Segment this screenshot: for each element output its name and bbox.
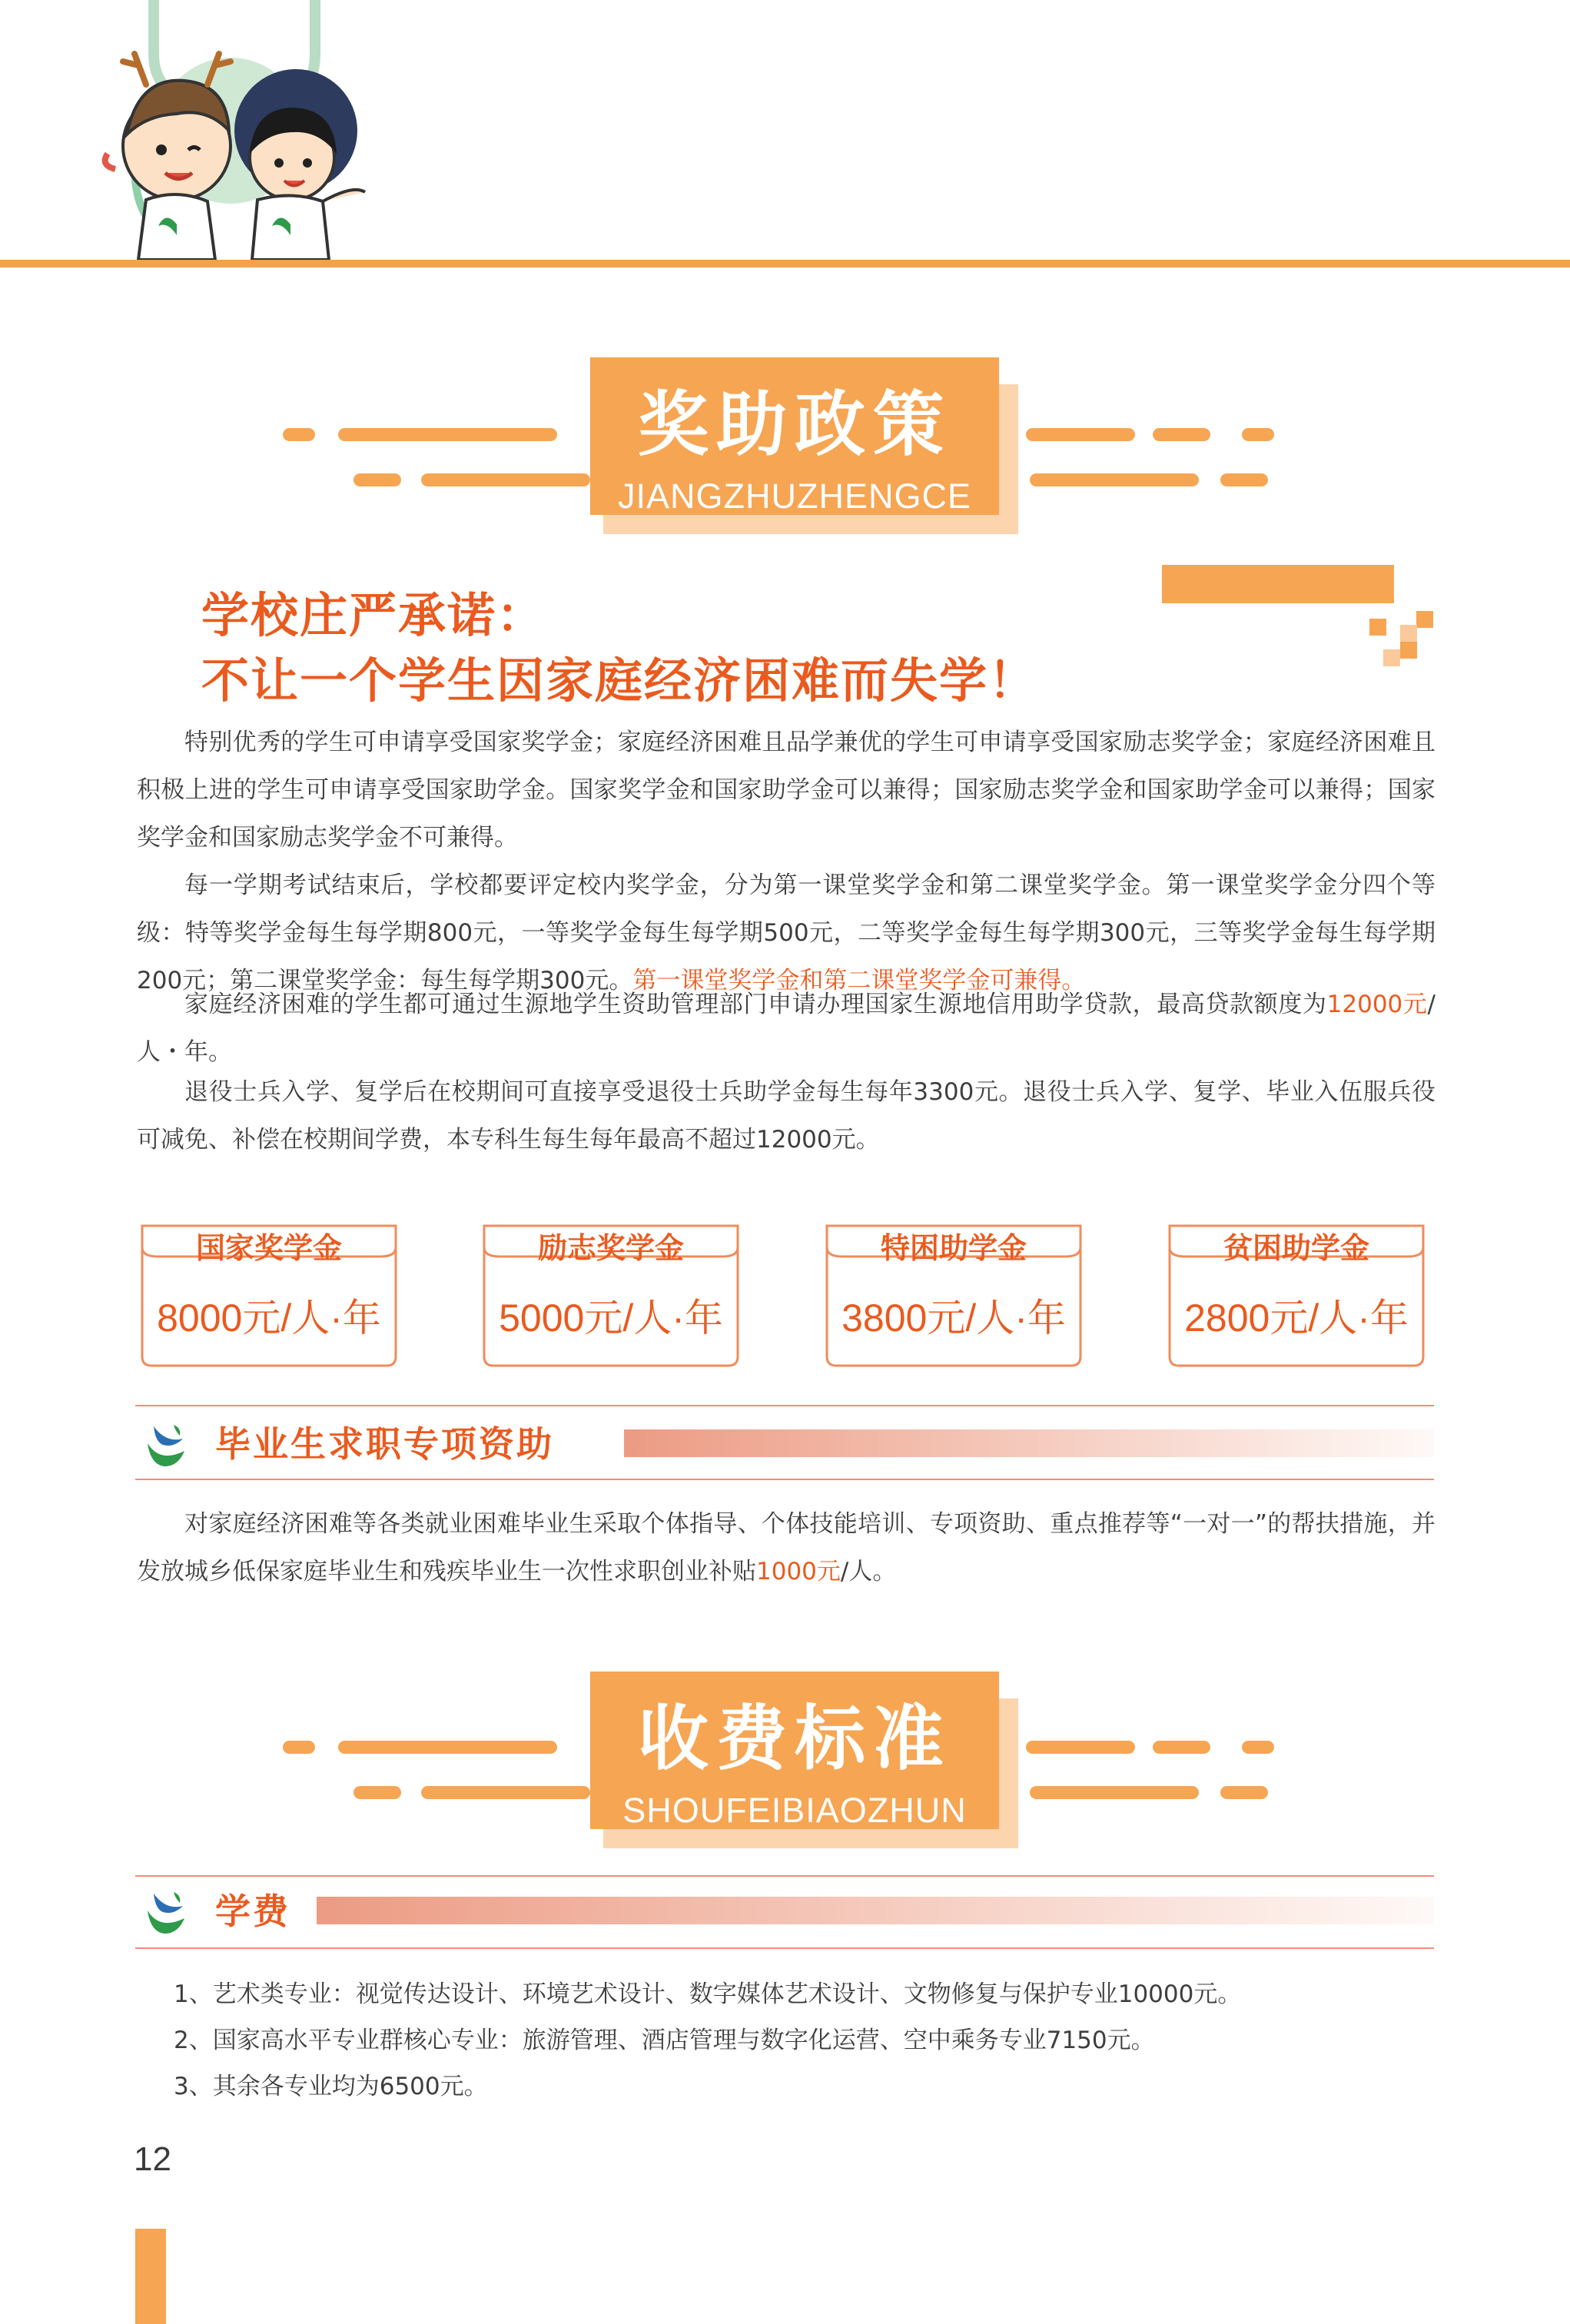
card-title: 贫困助学金 bbox=[1223, 1231, 1369, 1265]
decor-square bbox=[1400, 625, 1417, 642]
top-divider bbox=[0, 260, 1570, 267]
paragraph-text: 家庭经济困难的学生都可通过生源地学生资助管理部门申请办理国家生源地信用助学贷款，最高贷款额度为 bbox=[184, 991, 1327, 1018]
card-title: 励志奖学金 bbox=[537, 1231, 684, 1265]
card-value: 8000元/人·年 bbox=[157, 1296, 381, 1340]
card-value: 5000元/人·年 bbox=[499, 1296, 723, 1340]
paragraph-loan bbox=[137, 981, 1436, 1076]
award-card bbox=[134, 1218, 403, 1367]
decor-square bbox=[1416, 611, 1433, 628]
rule bbox=[135, 1875, 1434, 1877]
headline-line1: 学校庄严承诺： bbox=[201, 587, 546, 643]
highlight-text: 第一课堂奖学金和第二课堂奖学金可兼得。 bbox=[632, 967, 1086, 994]
headline-line2: 不让一个学生因家庭经济困难而失学！ bbox=[201, 652, 1038, 709]
paragraph-text: /人・年。 bbox=[137, 991, 1436, 1066]
gradient-bar bbox=[624, 1429, 1434, 1457]
paragraph-text: 对家庭经济困难等各类就业困难毕业生采取个体指导、个体技能培训、专项资助、重点推荐等“一对一”的帮扶措施，并发放城乡低保家庭毕业生和残疾毕业生一次性求职创业补贴 bbox=[137, 1510, 1436, 1585]
paragraph-veteran: 退役士兵入学、复学后在校期间可直接享受退役士兵助学金每生每年3300元。退役士兵入学、复学、毕业入伍服兵役可减免、补偿在校期间学费，本专科生每生每年最高不超过12000元。 bbox=[137, 1078, 1436, 1154]
highlight-amount: 1000元 bbox=[756, 1558, 841, 1585]
rule bbox=[135, 1405, 1434, 1406]
highlight-amount: 12000元 bbox=[1326, 991, 1428, 1018]
award-card bbox=[819, 1218, 1088, 1367]
tuition-item: 3、其余各专业均为6500元。 bbox=[174, 2073, 488, 2100]
paragraph-text: 每一学期考试结束后，学校都要评定校内奖学金，分为第一课堂奖学金和第二课堂奖学金。第一课堂奖学金分四个等级：特等奖学金每生每学期800元，一等奖学金每生每学期500元，二等奖学金每生每学期300元，三等奖学金每生每学期200元；第二课堂奖学金：每生每学期300元。 bbox=[137, 872, 1436, 994]
school-logo-icon bbox=[143, 1420, 194, 1471]
section-title-en: JIANGZHUZHENGCE bbox=[617, 476, 971, 516]
decor-bar bbox=[1162, 565, 1394, 603]
paragraph-scholarship: 特别优秀的学生可申请享受国家奖学金；家庭经济困难且品学兼优的学生可申请享受国家励志奖学金；家庭经济困难且积极上进的学生可申请享受国家助学金。国家奖学金和国家助学金可以兼得；国家励志奖学金和国家助学金可以兼得；国家奖学金和国家励志奖学金不可兼得。 bbox=[137, 729, 1436, 852]
decor-square bbox=[1369, 619, 1386, 636]
mascot-illustration bbox=[92, 0, 369, 260]
card-value: 2800元/人·年 bbox=[1184, 1296, 1409, 1340]
card-title: 特困助学金 bbox=[880, 1231, 1027, 1265]
school-logo-icon bbox=[143, 1887, 194, 1938]
card-value: 3800元/人·年 bbox=[841, 1296, 1066, 1340]
decor-square bbox=[1383, 649, 1400, 666]
card-title: 国家奖学金 bbox=[195, 1231, 342, 1265]
gradient-bar bbox=[317, 1897, 1434, 1924]
rule bbox=[135, 1947, 1434, 1949]
section-title-zh: 奖助政策 bbox=[637, 383, 951, 466]
subheading-tuition: 学费 bbox=[215, 1891, 290, 1932]
decor-square bbox=[1400, 642, 1417, 659]
paragraph-text: /人。 bbox=[840, 1558, 897, 1585]
tuition-item: 2、国家高水平专业群核心专业：旅游管理、酒店管理与数字化运营、空中乘务专业7150元。 bbox=[174, 2027, 1155, 2054]
section-title-en: SHOUFEIBIAOZHUN bbox=[622, 1791, 967, 1830]
page-tab bbox=[135, 2229, 166, 2324]
paragraph-employment bbox=[137, 1500, 1436, 1595]
tuition-item: 1、艺术类专业：视觉传达设计、环境艺术设计、数字媒体艺术设计、文物修复与保护专业10000元。 bbox=[174, 1980, 1242, 2008]
page-number: 12 bbox=[134, 2140, 171, 2178]
award-card bbox=[1162, 1218, 1431, 1367]
rule bbox=[135, 1479, 1434, 1480]
award-card bbox=[476, 1218, 745, 1367]
title-box bbox=[590, 1672, 999, 1829]
subheading-employment: 毕业生求职专项资助 bbox=[215, 1423, 554, 1465]
title-box bbox=[590, 357, 999, 515]
section-title-zh: 收费标准 bbox=[637, 1698, 951, 1780]
